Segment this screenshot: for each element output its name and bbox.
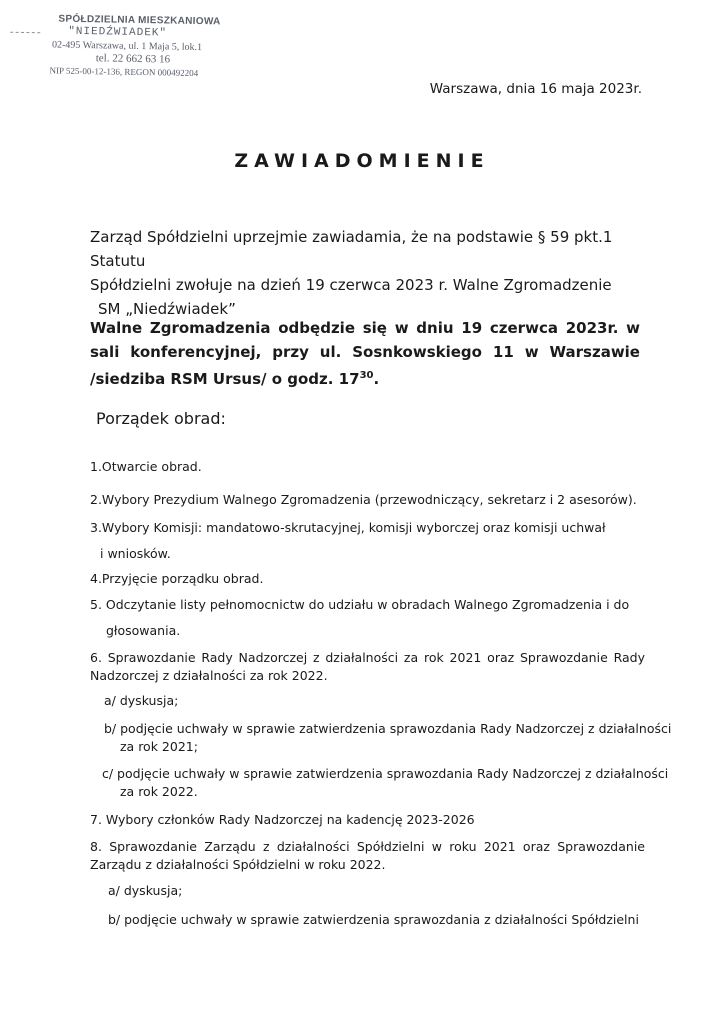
- stamp-line-3: 02-495 Warszawa, ul. 1 Maja 5, lok.1: [51, 39, 203, 54]
- document-title: ZAWIADOMIENIE: [234, 150, 490, 172]
- agenda-heading: Porządek obrad:: [96, 409, 226, 428]
- agenda-item-4: 4.Przyjęcie porządku obrad.: [90, 571, 264, 586]
- intro-line-3: SM „Niedźwiadek”: [98, 300, 236, 318]
- agenda-item-6c-cont: za rok 2022.: [120, 784, 198, 799]
- agenda-item-8: 8. Sprawozdanie Zarządu z działalności Spółdzielni w roku 2021 oraz Sprawozdanie Zarządu z działalności Spółdzielni w roku 2022.: [90, 839, 645, 872]
- agenda-item-3: 3.Wybory Komisji: mandatowo-skrutacyjnej, komisji wyborczej oraz komisji uchwał: [90, 520, 606, 535]
- stamp-line-5: NIP 525-00-12-136, REGON 000492204: [49, 65, 199, 79]
- intro-paragraph: [90, 225, 640, 321]
- agenda-item-6c: c/ podjęcie uchwały w sprawie zatwierdzenia sprawozdania Rady Nadzorczej z działalności: [102, 766, 669, 781]
- stamp-line-4: tel. 22 662 63 16: [95, 52, 171, 66]
- meeting-end: .: [373, 370, 380, 388]
- stamp-dash-line: [10, 32, 40, 34]
- agenda-item-8b: b/ podjęcie uchwały w sprawie zatwierdzenia sprawozdania z działalności Spółdzielni: [108, 912, 639, 927]
- agenda-item-1: 1.Otwarcie obrad.: [90, 459, 202, 474]
- document-date: Warszawa, dnia 16 maja 2023r.: [429, 81, 642, 97]
- intro-line-2: Spółdzielni zwołuje na dzień 19 czerwca 2023 r. Walne Zgromadzenie: [90, 276, 612, 294]
- agenda-item-6a: a/ dyskusja;: [104, 693, 179, 708]
- agenda-item-5-cont: głosowania.: [106, 623, 181, 638]
- agenda-item-3-cont: i wniosków.: [100, 546, 171, 561]
- agenda-item-6b: b/ podjęcie uchwały w sprawie zatwierdzenia sprawozdania Rady Nadzorczej z działalności: [104, 721, 672, 736]
- cooperative-stamp: [39, 12, 240, 80]
- agenda-item-5: 5. Odczytanie listy pełnomocnictw do udziału w obradach Walnego Zgromadzenia i do: [90, 597, 630, 612]
- meeting-paragraph: [90, 316, 640, 391]
- stamp-line-2: "NIEDŹWIADEK": [68, 25, 168, 40]
- meeting-text: Walne Zgromadzenia odbędzie się w dniu 19 czerwca 2023r. w sali konferencyjnej, przy ul. Sosnkowskiego 11 w Warszawie /siedziba RSM Ursus/ o godz. 17: [90, 319, 640, 388]
- agenda-item-6: 6. Sprawozdanie Rady Nadzorczej z działalności za rok 2021 oraz Sprawozdanie Rady Nadzorczej z działalności za rok 2022.: [90, 650, 645, 683]
- meeting-time-superscript: 30: [359, 370, 374, 381]
- agenda-item-6b-cont: za rok 2021;: [120, 739, 198, 754]
- agenda-item-8a: a/ dyskusja;: [108, 883, 183, 898]
- agenda-item-2: 2.Wybory Prezydium Walnego Zgromadzenia (przewodniczący, sekretarz i 2 asesorów).: [90, 492, 637, 507]
- agenda-item-7: 7. Wybory członków Rady Nadzorczej na kadencję 2023-2026: [90, 812, 475, 827]
- stamp-line-1: SPÓŁDZIELNIA MIESZKANIOWA: [58, 13, 221, 28]
- intro-line-1: Zarząd Spółdzielni uprzejmie zawiadamia, że na podstawie § 59 pkt.1 Statutu: [90, 228, 613, 270]
